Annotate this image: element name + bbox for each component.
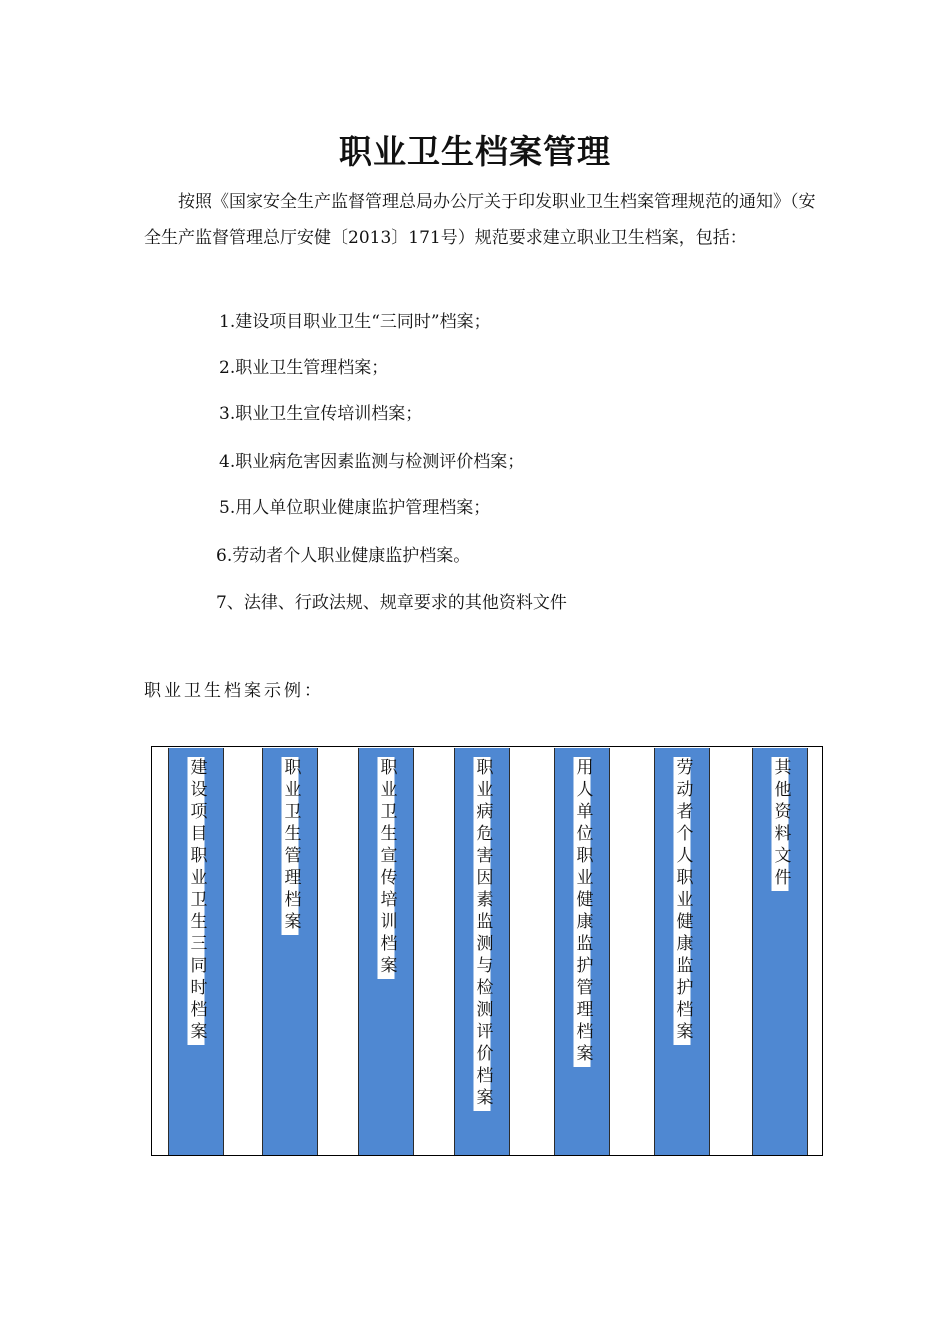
archive-column <box>454 748 510 1155</box>
archive-column-label: 职业卫生宣传培训档案 <box>376 758 397 978</box>
list-item: 7、法律、行政法规、规章要求的其他资料文件 <box>216 593 567 613</box>
archive-column <box>168 748 224 1155</box>
archive-column-label: 其他资料文件 <box>770 758 791 890</box>
list-item: 3.职业卫生宣传培训档案； <box>219 404 423 424</box>
archive-column <box>554 748 610 1155</box>
list-item: 2.职业卫生管理档案； <box>219 358 389 378</box>
archive-column <box>752 748 808 1155</box>
archive-column <box>262 748 318 1155</box>
example-label: 职业卫生档案示例： <box>144 681 324 701</box>
archive-column-label: 劳动者个人职业健康监护档案 <box>672 758 693 1044</box>
list-item: 6.劳动者个人职业健康监护档案。 <box>216 546 471 566</box>
archive-example-figure <box>151 746 823 1156</box>
list-item: 1.建设项目职业卫生“三同时”档案； <box>219 312 491 332</box>
archive-column <box>654 748 710 1155</box>
archive-column <box>358 748 414 1155</box>
intro-paragraph: 按照《国家安全生产监督管理总局办公厅关于印发职业卫生档案管理规范的通知》（安全生产监督管理总厅安健〔2013〕171号）规范要求建立职业卫生档案，包括： <box>144 192 816 248</box>
page-title: 职业卫生档案管理 <box>339 132 611 171</box>
list-item: 5.用人单位职业健康监护管理档案； <box>219 498 491 518</box>
list-item: 4.职业病危害因素监测与检测评价档案； <box>219 452 525 472</box>
archive-column-label: 职业病危害因素监测与检测评价档案 <box>472 758 493 1110</box>
archive-column-label: 职业卫生管理档案 <box>280 758 301 934</box>
archive-column-label: 建设项目职业卫生三同时档案 <box>186 758 207 1044</box>
archive-column-label: 用人单位职业健康监护管理档案 <box>572 758 593 1066</box>
